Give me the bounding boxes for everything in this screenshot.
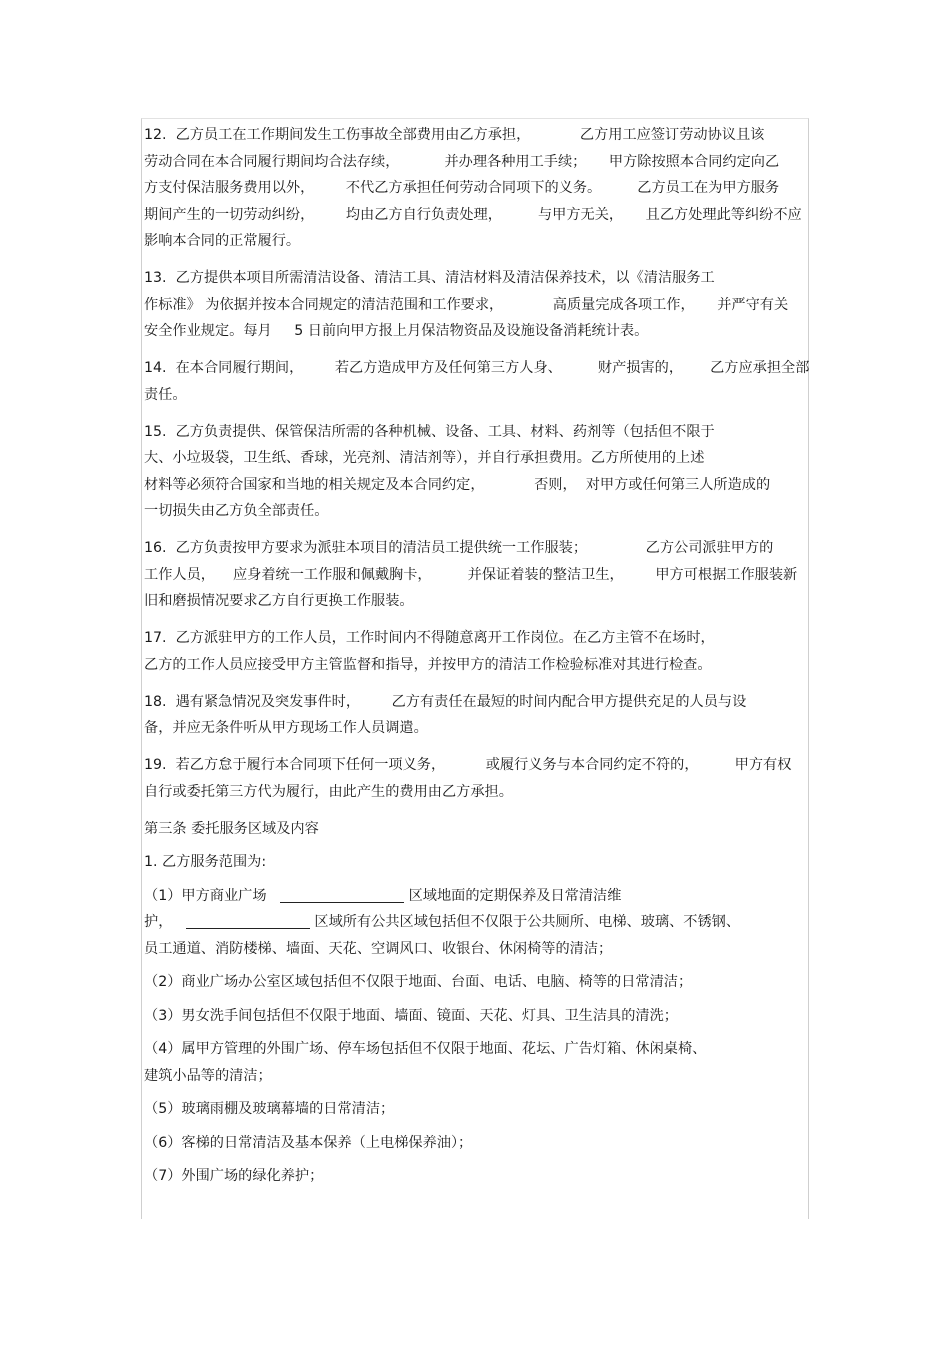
blank-field-1: [280, 887, 404, 903]
scope-item-line: （4）属甲方管理的外围广场、停车场包括但不仅限于地面、花坛、广告灯箱、休闲桌椅、: [144, 1041, 707, 1057]
clause-line: 劳动合同在本合同履行期间均合法存续， 并办理各种用工手续； 甲方除按照本合同约定向乙: [144, 153, 780, 170]
clause-line: 15. 乙方负责提供、保管保洁所需的各种机械、设备、工具、材料、药剂等（包括但不限于: [144, 423, 715, 440]
clause-line: 14. 在本合同履行期间， 若乙方造成甲方及任何第三方人身、 财产损害的， 乙方应承担全部: [144, 360, 810, 376]
clause-line: 大、小垃圾袋，卫生纸、香球，光亮剂、清洁剂等），并自行承担费用。乙方所使用的上述: [144, 450, 705, 466]
clause-paragraph: [144, 122, 804, 255]
scope-item-line: （6）客梯的日常清洁及基本保养（上电梯保养油）；: [144, 1134, 473, 1151]
clause-line: 安全作业规定。每月 5 日前向甲方报上月保洁物资品及设施设备消耗统计表。: [144, 323, 649, 339]
scope-item: [144, 1096, 804, 1123]
scope-item-1-text-c: 护，: [144, 914, 186, 930]
scope-item: [144, 1130, 804, 1157]
scope-item-line: （2）商业广场办公室区域包括但不仅限于地面、台面、电话、电脑、椅等的日常清洁；: [144, 974, 693, 990]
clause-line: 材料等必须符合国家和当地的相关规定及本合同约定， 否则， 对甲方或任何第三人所造成的: [144, 476, 771, 493]
article-3-heading: 第三条 委托服务区域及内容: [144, 820, 319, 837]
scope-item-1: [144, 883, 804, 963]
clause-line: 工作人员， 应身着统一工作服和佩戴胸卡， 并保证着装的整洁卫生， 甲方可根据工作服装新: [144, 566, 798, 583]
scope-item-1-line-2: [144, 909, 804, 936]
scope-item: [144, 1003, 804, 1030]
clause-line: 作标准》 为依据并按本合同规定的清洁范围和工作要求， 高质量完成各项工作， 并严守有关: [144, 296, 789, 313]
scope-item-1-line-3: 员工通道、消防楼梯、墙面、天花、空调风口、收银台、休闲椅等的清洁；: [144, 940, 613, 957]
scope-item-line: （5）玻璃雨棚及玻璃幕墙的日常清洁；: [144, 1101, 395, 1117]
scope-item-1-line-1: [144, 883, 804, 910]
clause-paragraph: [144, 535, 804, 615]
scope-item-line: （3）男女洗手间包括但不仅限于地面、墙面、镜面、天花、灯具、卫生洁具的清洗；: [144, 1007, 678, 1024]
blank-field-2: [186, 913, 310, 929]
clause-line: 18. 遇有紧急情况及突发事件时， 乙方有责任在最短的时间内配合甲方提供充足的人员与设: [144, 693, 747, 710]
clause-paragraph: [144, 689, 804, 742]
clause-line: 备，并应无条件听从甲方现场工作人员调遣。: [144, 720, 428, 736]
service-scope-title: 1. 乙方服务范围为:: [144, 854, 267, 870]
contract-body: [144, 122, 810, 1197]
scope-item: [144, 969, 804, 996]
scope-item: [144, 1163, 804, 1190]
scope-item-1-text-a: （1）甲方商业广场: [144, 887, 281, 904]
scope-item-line: （7）外围广场的绿化养护；: [144, 1168, 324, 1184]
clause-line: 责任。: [144, 386, 187, 403]
clause-paragraph: [144, 355, 810, 408]
clause-line: 期间产生的一切劳动纠纷， 均由乙方自行负责处理， 与甲方无关， 且乙方处理此等纠纷不应: [144, 206, 802, 223]
clause-line: 旧和磨损情况要求乙方自行更换工作服装。: [144, 593, 414, 609]
scope-item: [144, 1036, 804, 1089]
scope-item-1-text-d: 区域所有公共区域包括但不仅限于公共厕所、电梯、玻璃、不锈钢、: [309, 914, 741, 930]
clause-line: 影响本合同的正常履行。: [144, 233, 301, 249]
clause-line: 17. 乙方派驻甲方的工作人员，工作时间内不得随意离开工作岗位。在乙方主管不在场时，: [144, 630, 715, 646]
clause-line: 方支付保洁服务费用以外， 不代乙方承担任何劳动合同项下的义务。 乙方员工在为甲方服务: [144, 180, 780, 196]
scope-item-list: [144, 969, 804, 1190]
clause-line: 自行或委托第三方代为履行，由此产生的费用由乙方承担。: [144, 783, 513, 800]
clause-line: 一切损失由乙方负全部责任。: [144, 503, 329, 519]
clause-paragraph: [144, 419, 804, 525]
clause-paragraph: [144, 752, 804, 805]
clause-line: 19. 若乙方怠于履行本合同项下任何一项义务， 或履行义务与本合同约定不符的， 甲方有权: [144, 757, 792, 773]
clause-line: 13. 乙方提供本项目所需清洁设备、清洁工具、清洁材料及清洁保养技术，以《清洁服务工: [144, 270, 715, 286]
clause-paragraph: [144, 265, 804, 345]
clause-line: 乙方的工作人员应接受甲方主管监督和指导，并按甲方的清洁工作检验标准对其进行检查。: [144, 656, 712, 673]
clause-line: 12. 乙方员工在工作期间发生工伤事故全部费用由乙方承担， 乙方用工应签订劳动协议且该: [144, 127, 765, 143]
scope-item-line: 建筑小品等的清洁；: [144, 1067, 272, 1084]
clause-paragraph: [144, 625, 804, 678]
clause-list: [144, 122, 810, 805]
clause-line: 16. 乙方负责按甲方要求为派驻本项目的清洁员工提供统一工作服装； 乙方公司派驻甲方的: [144, 540, 774, 556]
scope-item-1-text-b: 区域地面的定期保养及日常清洁维: [404, 887, 622, 904]
